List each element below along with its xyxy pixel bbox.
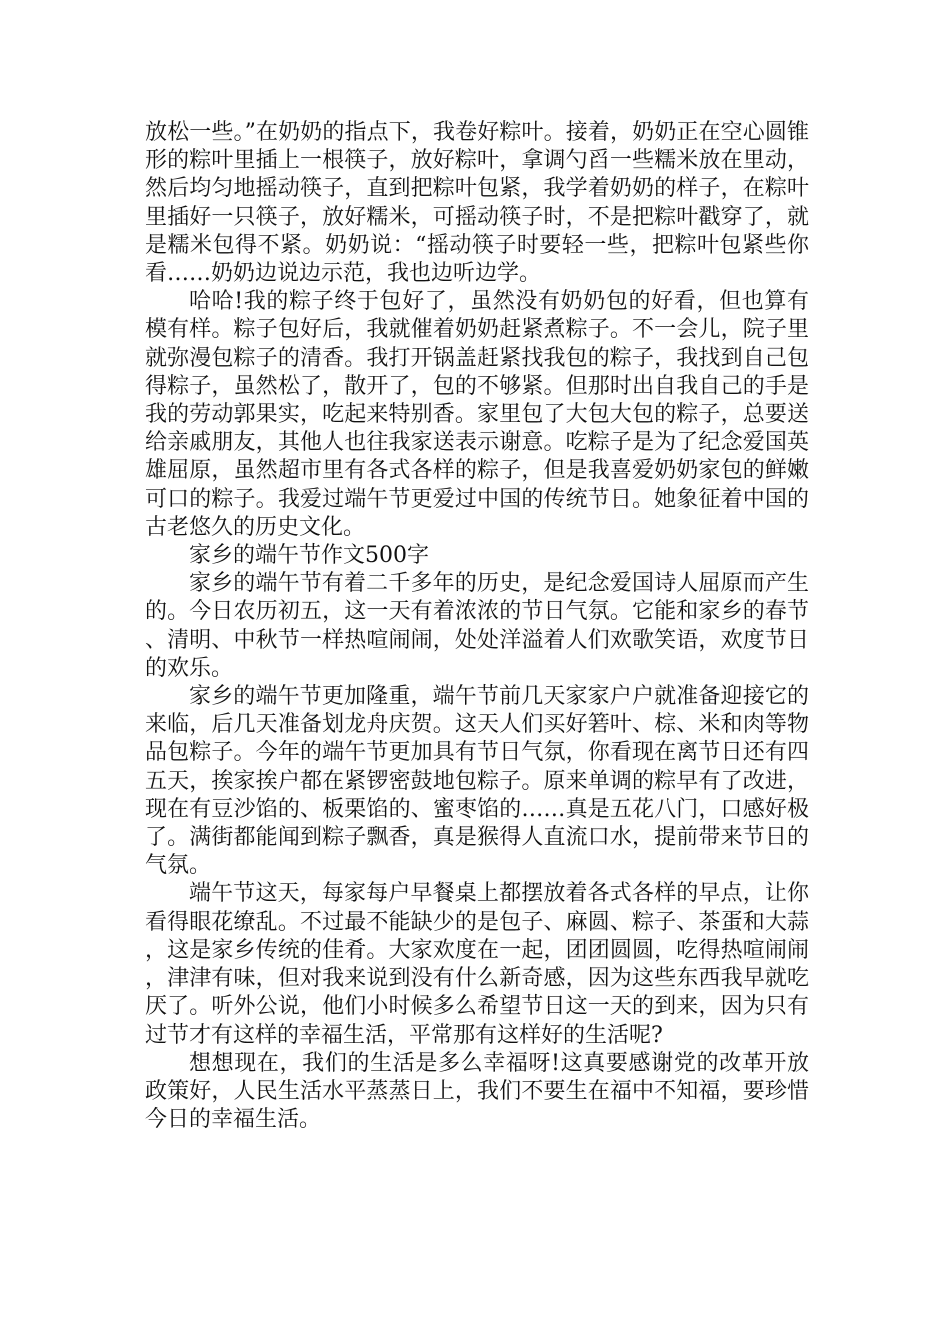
paragraph-zongzi-done: 哈哈!我的粽子终于包好了，虽然没有奶奶包的好看，但也算有模有样。粽子包好后，我就催着奶奶赶紧煮粽子。不一会儿，院子里就弥漫包粽子的清香。我打开锅盖赶紧找我包的粽子，我找到自己包得粽子，虽然松了，散开了，包的不够紧。但那时出自我自己的手是我的劳动郭果实，吃起来特别香。家里包了大包大包的粽子，总要送给亲戚朋友，其他人也往我家送表示谢意。吃粽子是为了纪念爱国英雄屈原，虽然超市里有各式各样的粽子，但是我喜爱奶奶家包的鲜嫩可口的粽子。我爱过端午节更爱过中国的传统节日。她象征着中国的古老悠久的历史文化。	[145, 289, 809, 540]
paragraph-history: 家乡的端午节有着二千多年的历史，是纪念爱国诗人屈原而产生的。今日农历初五，这一天有着浓浓的节日气氛。它能和家乡的春节、清明、中秋节一样热喧闹闹，处处洋溢着人们欢歌笑语，欢度节日的欢乐。	[145, 571, 809, 681]
paragraph-preparation: 家乡的端午节更加隆重，端午节前几天家家户户就准备迎接它的来临，后几天准备划龙舟庆贺。这天人们买好箬叶、棕、米和肉等物品包粽子。今年的端午节更加具有节日气氛，你看现在离节日还有四五天，挨家挨户都在紧锣密鼓地包粽子。原来单调的粽早有了改进，现在有豆沙馅的、板栗馅的、蜜枣馅的……真是五花八门，口感好极了。满街都能闻到粽子飘香，真是猴得人直流口水，提前带来节日的气氛。	[145, 684, 809, 879]
document-page	[145, 119, 809, 1134]
paragraph-breakfast: 端午节这天，每家每户早餐桌上都摆放着各式各样的早点，让你看得眼花缭乱。不过最不能缺少的是包子、麻圆、粽子、茶蛋和大蒜，这是家乡传统的佳肴。大家欢度在一起，团团圆圆，吃得热喧闹闹，津津有味，但对我来说到没有什么新奇感，因为这些东西我早就吃厌了。听外公说，他们小时候多么希望节日这一天的到来，因为只有过节才有这样的幸福生活，平常那有这样好的生活呢?	[145, 881, 809, 1048]
paragraph-continued: 放松一些。”在奶奶的指点下，我卷好粽叶。接着，奶奶正在空心圆锥形的粽叶里插上一根筷子，放好粽叶，拿调勺舀一些糯米放在里动，然后均匀地摇动筷子，直到把粽叶包紧，我学着奶奶的样子，在粽叶里插好一只筷子，放好糯米，可摇动筷子时，不是把粽叶戳穿了，就是糯米包得不紧。奶奶说：“摇动筷子时要轻一些，把粽叶包紧些你看……奶奶边说边示范，我也边听边学。	[145, 120, 809, 287]
paragraph-conclusion: 想想现在，我们的生活是多么幸福呀!这真要感谢党的改革开放政策好，人民生活水平蒸蒸日上，我们不要生在福中不知福，要珍惜今日的幸福生活。	[145, 1050, 809, 1133]
essay-heading: 家乡的端午节作文500字	[189, 543, 429, 569]
